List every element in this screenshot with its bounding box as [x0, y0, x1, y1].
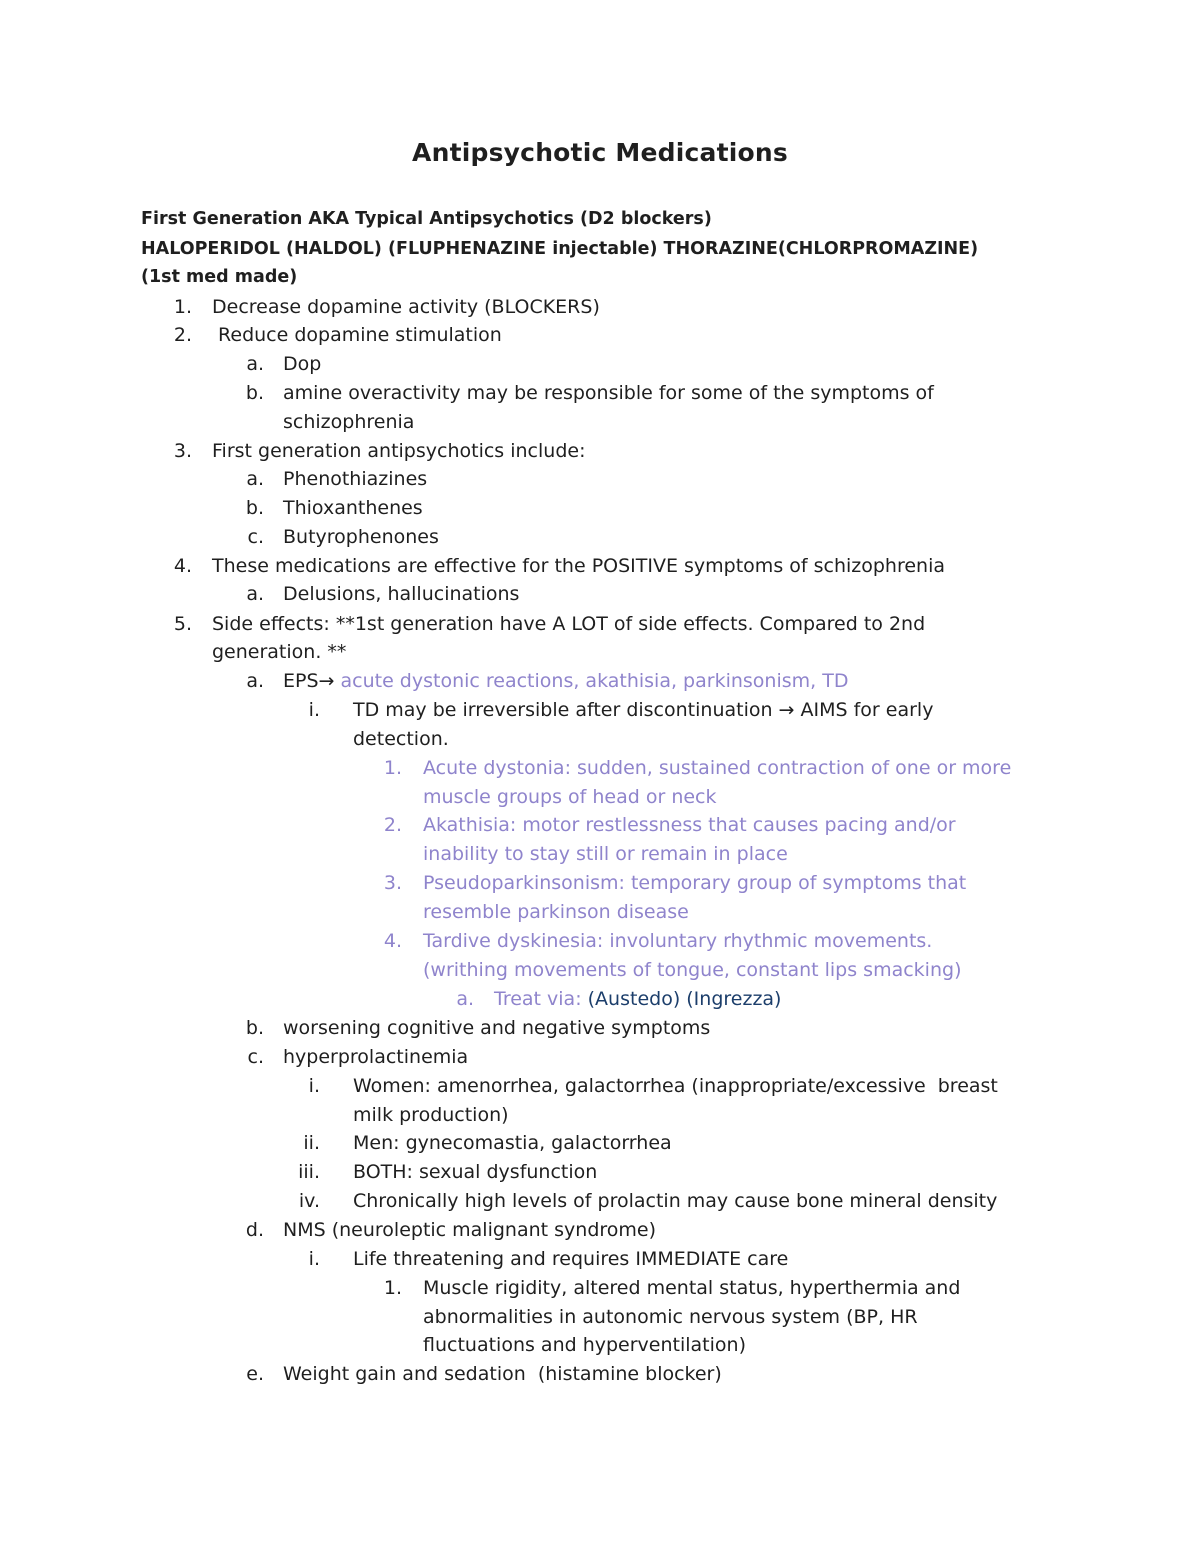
list-marker: 4. — [383, 930, 402, 952]
list-marker: b. — [245, 382, 264, 404]
list-text: Pseudoparkinsonism: temporary group of symptoms that — [423, 872, 967, 894]
list-marker: c. — [247, 1046, 264, 1068]
list-item — [0, 811, 1200, 839]
list-item — [0, 754, 1200, 782]
list-item — [0, 927, 1200, 955]
list-text: Dop — [283, 353, 322, 375]
list-marker: 4. — [173, 555, 192, 577]
list-item — [0, 1274, 1200, 1302]
list-item — [0, 523, 1200, 551]
list-marker: 2. — [383, 814, 402, 836]
medication-names: HALOPERIDOL (HALDOL) (FLUPHENAZINE injectable) THORAZINE(CHLORPROMAZINE) — [141, 239, 979, 259]
list-marker: a. — [246, 468, 264, 490]
list-text: TD may be irreversible after discontinuation → AIMS for early — [353, 699, 934, 721]
list-text: Tardive dyskinesia: involuntary rhythmic movements. — [423, 930, 933, 952]
list-marker: a. — [456, 988, 474, 1010]
list-marker: e. — [246, 1363, 264, 1385]
list-text-continued: (writhing movements of tongue, constant lips smacking) — [423, 959, 962, 981]
page-title: Antipsychotic Medications — [412, 138, 788, 167]
list-item — [0, 1158, 1200, 1186]
list-marker: a. — [246, 670, 264, 692]
list-text-continued: schizophrenia — [283, 411, 415, 433]
list-text: Decrease dopamine activity (BLOCKERS) — [212, 296, 600, 318]
list-marker: 1. — [383, 757, 402, 779]
list-marker: 5. — [173, 613, 192, 635]
list-marker: 3. — [383, 872, 402, 894]
eps-label: EPS→ — [283, 670, 341, 692]
list-text: These medications are effective for the POSITIVE symptoms of schizophrenia — [212, 555, 946, 577]
list-item — [0, 1187, 1200, 1215]
list-item — [0, 350, 1200, 378]
list-text: worsening cognitive and negative symptoms — [283, 1017, 711, 1039]
list-marker: c. — [247, 526, 264, 548]
list-text: First generation antipsychotics include: — [212, 440, 586, 462]
list-marker: 1. — [383, 1277, 402, 1299]
list-item — [0, 552, 1200, 580]
list-text: Men: gynecomastia, galactorrhea — [353, 1132, 672, 1154]
list-text-continued: abnormalities in autonomic nervous system (BP, HR — [423, 1306, 918, 1328]
list-marker: a. — [246, 583, 264, 605]
list-text: NMS (neuroleptic malignant syndrome) — [283, 1219, 657, 1241]
list-item — [0, 1216, 1200, 1244]
treat-label: Treat via: — [494, 988, 588, 1010]
eps-list: acute dystonic reactions, akathisia, parkinsonism, TD — [340, 670, 849, 692]
list-text: amine overactivity may be responsible for some of the symptoms of — [283, 382, 934, 404]
list-text-continued: detection. — [353, 728, 449, 750]
list-text: hyperprolactinemia — [283, 1046, 469, 1068]
list-marker: i. — [308, 1248, 320, 1270]
list-text-continued: fluctuations and hyperventilation) — [423, 1334, 746, 1356]
list-text-continued: milk production) — [353, 1104, 509, 1126]
list-item — [0, 1072, 1200, 1100]
list-marker: b. — [245, 497, 264, 519]
list-marker: b. — [245, 1017, 264, 1039]
list-item — [0, 696, 1200, 724]
list-text-continued: inability to stay still or remain in place — [423, 843, 788, 865]
list-item — [0, 1245, 1200, 1273]
list-text — [494, 985, 781, 1013]
list-item — [0, 869, 1200, 897]
list-item — [0, 494, 1200, 522]
list-text: Weight gain and sedation (histamine blocker) — [283, 1363, 722, 1385]
list-text: Akathisia: motor restlessness that causes pacing and/or — [423, 814, 956, 836]
list-text: Muscle rigidity, altered mental status, hyperthermia and — [423, 1277, 961, 1299]
list-marker: iii. — [298, 1161, 320, 1183]
list-marker: ii. — [303, 1132, 320, 1154]
list-text: Delusions, hallucinations — [283, 583, 520, 605]
list-text: Women: amenorrhea, galactorrhea (inappropriate/excessive breast — [353, 1075, 998, 1097]
section-heading: First Generation AKA Typical Antipsychotics (D2 blockers) — [141, 209, 712, 229]
list-marker: a. — [246, 353, 264, 375]
list-text: BOTH: sexual dysfunction — [353, 1161, 598, 1183]
list-item — [0, 667, 1200, 695]
list-text: Chronically high levels of prolactin may cause bone mineral density — [353, 1190, 998, 1212]
list-item — [0, 465, 1200, 493]
list-item — [0, 1129, 1200, 1157]
list-item — [0, 1360, 1200, 1388]
list-item — [0, 293, 1200, 321]
list-item — [0, 580, 1200, 608]
list-item — [0, 610, 1200, 638]
list-item — [0, 1014, 1200, 1042]
list-text-continued: generation. ** — [212, 641, 347, 663]
list-item — [0, 1043, 1200, 1071]
medication-note: (1st med made) — [141, 267, 298, 287]
list-text-continued: resemble parkinson disease — [423, 901, 689, 923]
list-item — [0, 985, 1200, 1013]
list-text: Side effects: **1st generation have A LOT of side effects. Compared to 2nd — [212, 613, 926, 635]
list-item — [0, 379, 1200, 407]
list-marker: iv. — [298, 1190, 320, 1212]
list-marker: 3. — [173, 440, 192, 462]
list-text: Phenothiazines — [283, 468, 428, 490]
list-item — [0, 321, 1200, 349]
treatment-drugs: (Austedo) (Ingrezza) — [587, 988, 782, 1010]
list-text — [283, 667, 848, 695]
list-text: Reduce dopamine stimulation — [212, 324, 502, 346]
list-text: Thioxanthenes — [283, 497, 423, 519]
list-marker: 2. — [173, 324, 192, 346]
list-text: Life threatening and requires IMMEDIATE care — [353, 1248, 789, 1270]
list-text-continued: muscle groups of head or neck — [423, 786, 717, 808]
list-marker: 1. — [173, 296, 192, 318]
list-marker: i. — [308, 699, 320, 721]
list-text: Butyrophenones — [283, 526, 439, 548]
list-marker: d. — [245, 1219, 264, 1241]
list-marker: i. — [308, 1075, 320, 1097]
list-text: Acute dystonia: sudden, sustained contraction of one or more — [423, 757, 1012, 779]
list-item — [0, 437, 1200, 465]
